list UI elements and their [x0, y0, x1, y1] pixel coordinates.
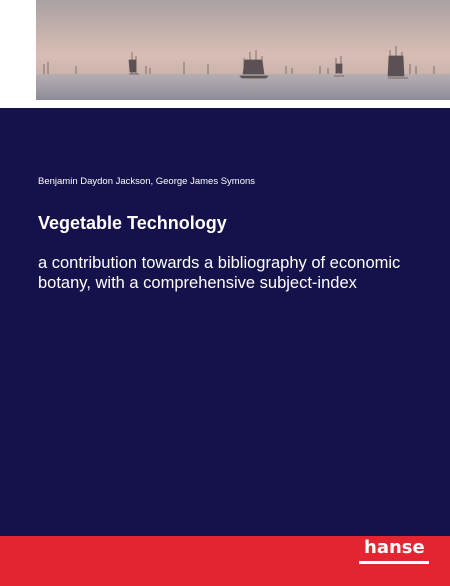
book-title: Vegetable Technology [38, 213, 227, 233]
cover-photo-tall-ships [36, 0, 450, 100]
title-panel [0, 108, 450, 536]
publisher-logo-underline [359, 561, 429, 564]
book-subtitle: a contribution towards a bibliography of economic botany, with a comprehensive subject-index [38, 254, 401, 292]
book-authors: Benjamin Daydon Jackson, George James Symons [38, 176, 256, 187]
publisher-logo: hanse [364, 537, 425, 558]
